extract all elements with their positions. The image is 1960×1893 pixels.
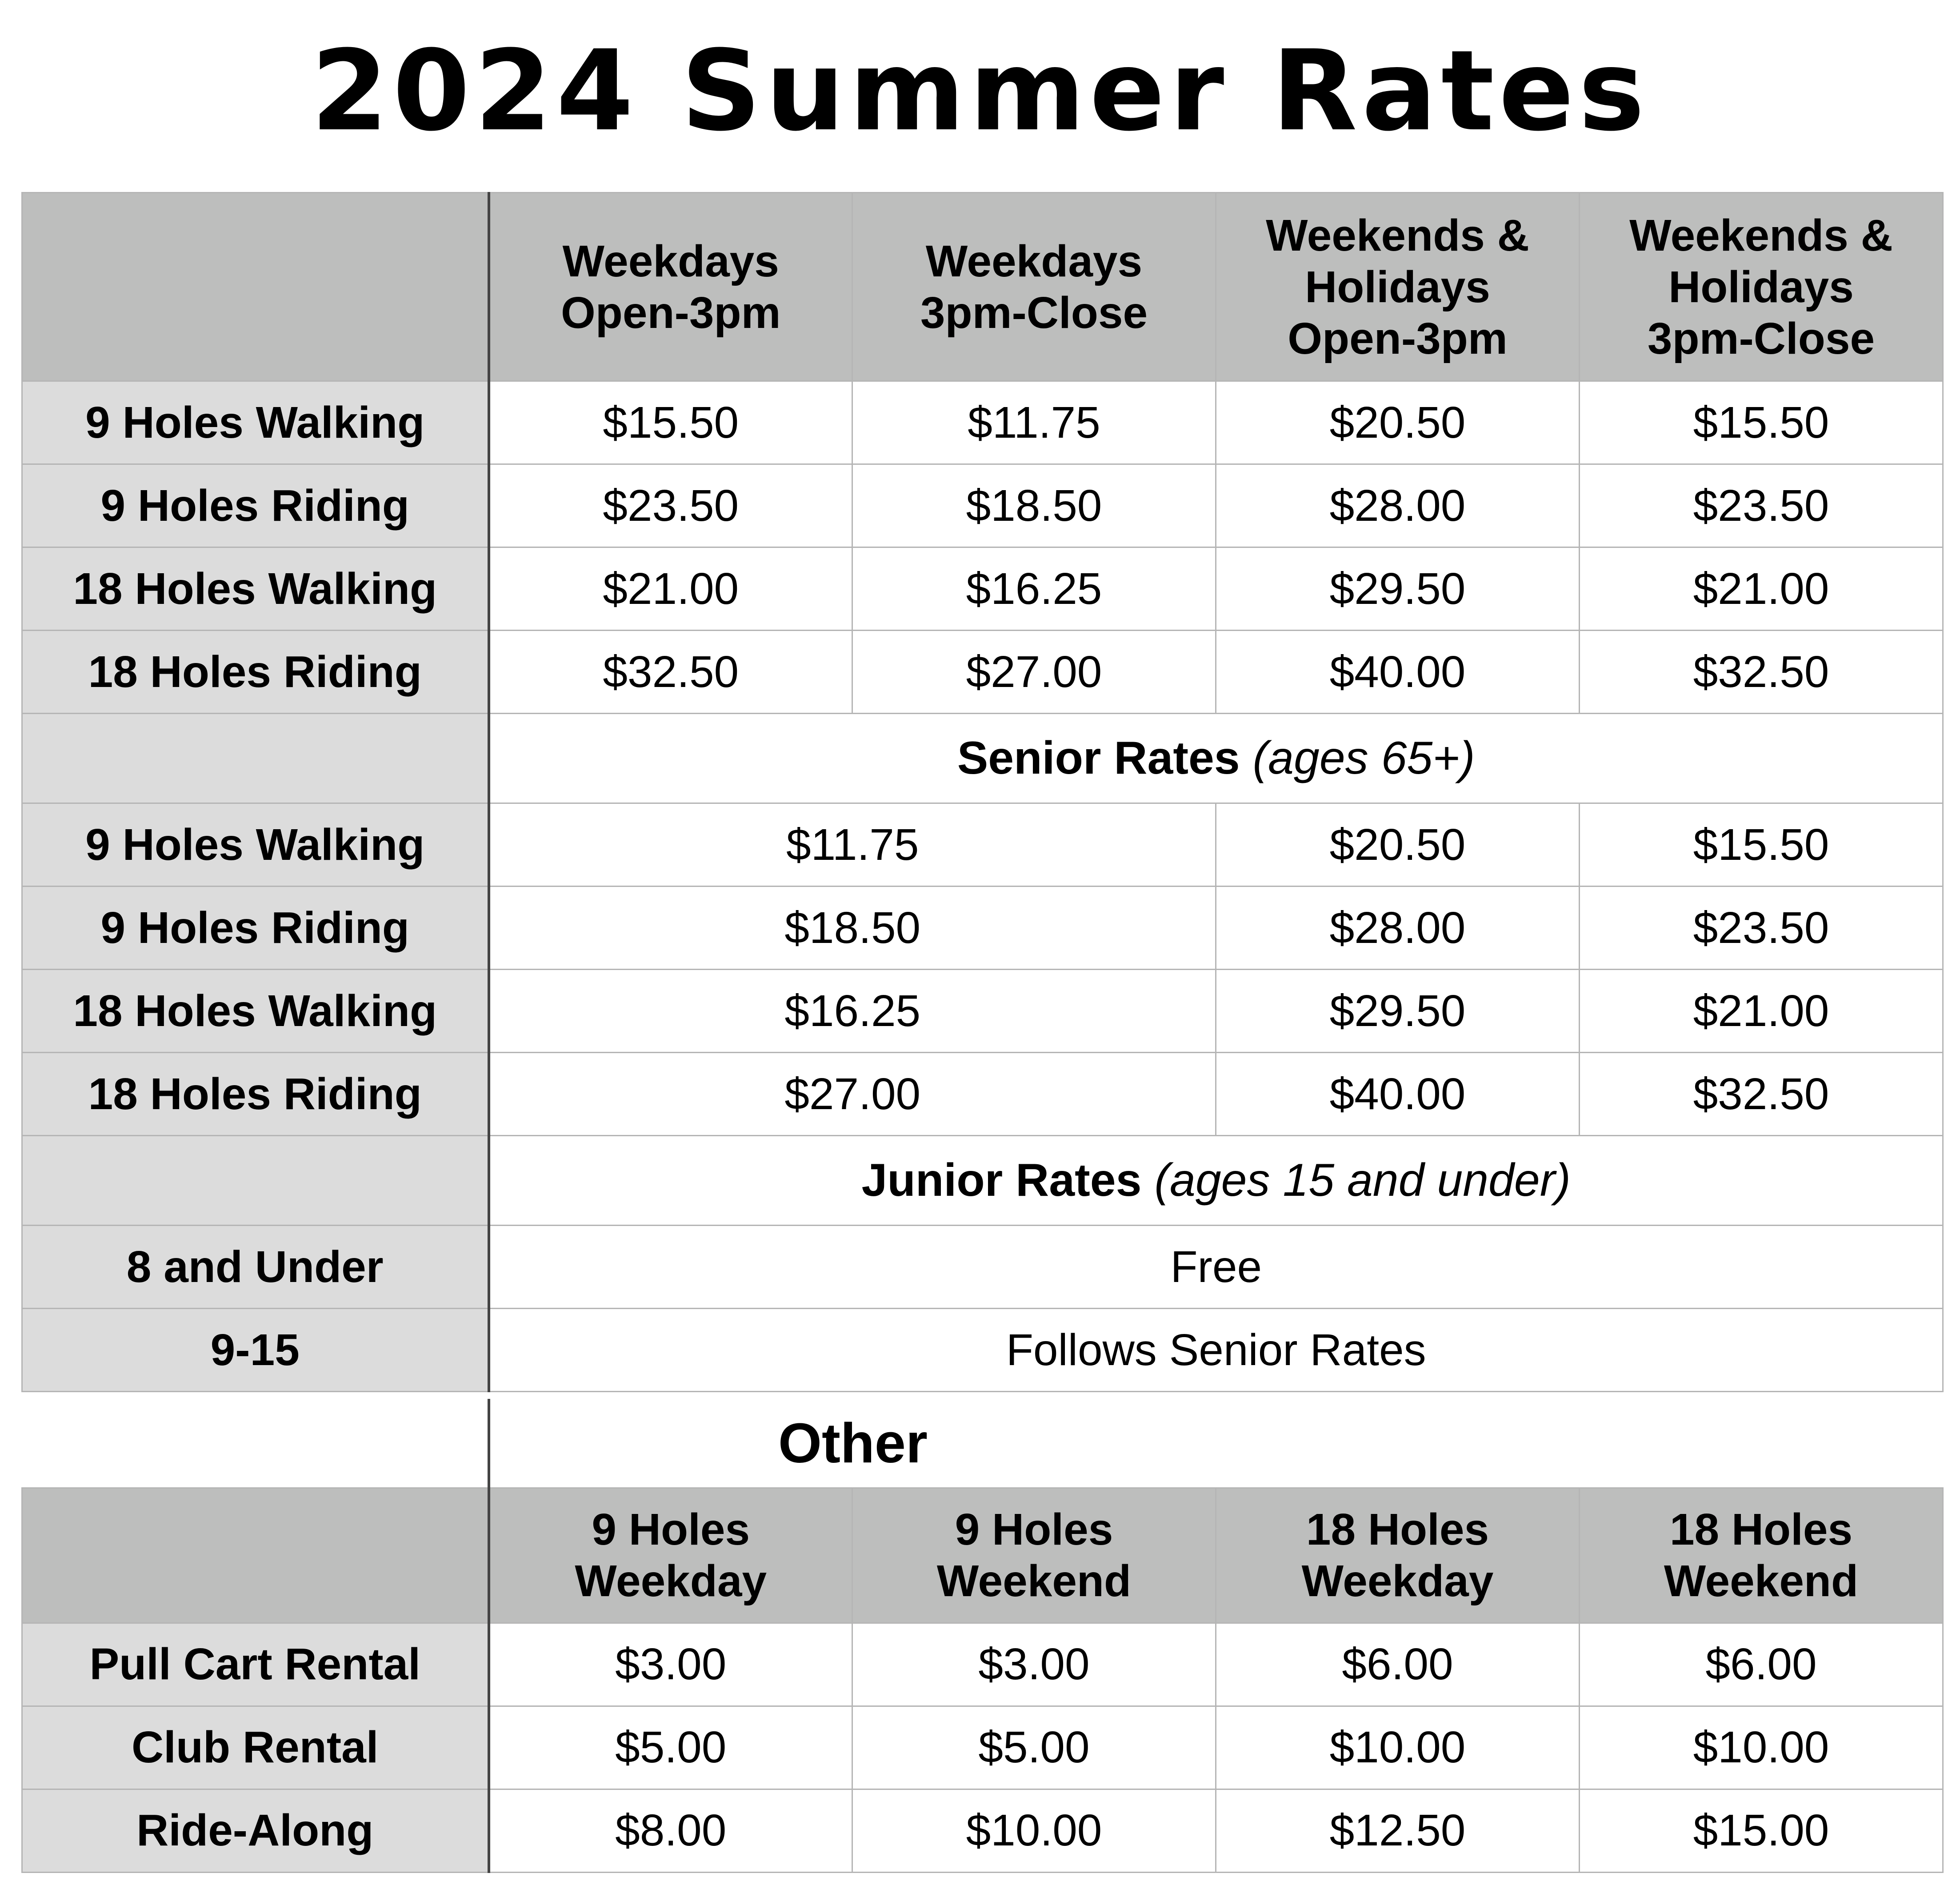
price-cell: $5.00 <box>852 1706 1216 1789</box>
header-line: Weekdays <box>925 236 1143 286</box>
table-row <box>22 464 1943 547</box>
junior-section-row <box>22 1136 1943 1226</box>
col-header-weekends-open <box>1216 193 1580 381</box>
table-row <box>22 381 1943 464</box>
section-title: Junior Rates <box>861 1154 1142 1206</box>
row-label-empty <box>22 714 489 803</box>
header-line: 18 Holes <box>1669 1505 1853 1554</box>
header-line: Weekends & <box>1266 210 1529 260</box>
header-line: Weekday <box>575 1556 767 1606</box>
price-cell: $28.00 <box>1216 464 1580 547</box>
price-cell: $15.50 <box>1580 803 1943 887</box>
row-label: 18 Holes Riding <box>22 631 489 714</box>
price-cell: $27.00 <box>852 631 1216 714</box>
table-row <box>22 631 1943 714</box>
price-cell: $32.50 <box>1580 1053 1943 1136</box>
price-cell: $15.50 <box>1580 381 1943 464</box>
table-row <box>22 803 1943 887</box>
price-cell: $29.50 <box>1216 547 1580 631</box>
spacer-cell <box>1216 1399 1943 1488</box>
price-cell: $23.50 <box>1580 464 1943 547</box>
price-cell: $28.00 <box>1216 887 1580 970</box>
col-header-weekdays-close <box>852 193 1216 381</box>
header-line: Open-3pm <box>561 288 781 338</box>
header-line: Open-3pm <box>1288 313 1508 363</box>
row-label: Ride-Along <box>22 1789 489 1872</box>
price-cell: Free <box>489 1226 1943 1309</box>
spacer-cell <box>22 1399 489 1488</box>
price-cell: $8.00 <box>489 1789 852 1872</box>
other-table <box>21 1399 1944 1873</box>
row-label: Pull Cart Rental <box>22 1623 489 1706</box>
price-cell: $3.00 <box>489 1623 852 1706</box>
price-cell: $29.50 <box>1216 970 1580 1053</box>
price-cell: $6.00 <box>1580 1623 1943 1706</box>
price-cell: $3.00 <box>852 1623 1216 1706</box>
price-cell: $5.00 <box>489 1706 852 1789</box>
row-label: 9 Holes Riding <box>22 464 489 547</box>
price-cell: $21.00 <box>1580 970 1943 1053</box>
section-title: Senior Rates <box>957 732 1240 784</box>
col-header-9-weekend <box>852 1488 1216 1623</box>
table-row <box>22 1309 1943 1392</box>
price-cell: $21.00 <box>489 547 852 631</box>
table-row <box>22 1623 1943 1706</box>
header-line: Weekday <box>1301 1556 1494 1606</box>
corner-cell <box>22 1488 489 1623</box>
price-cell: $15.00 <box>1580 1789 1943 1872</box>
price-cell: $18.50 <box>489 887 1216 970</box>
price-cell: $16.25 <box>852 547 1216 631</box>
senior-section-row <box>22 714 1943 803</box>
row-label: 18 Holes Walking <box>22 970 489 1053</box>
row-label-empty <box>22 1136 489 1226</box>
price-cell: $21.00 <box>1580 547 1943 631</box>
table-row <box>22 547 1943 631</box>
col-header-weekends-close <box>1580 193 1943 381</box>
col-header-9-weekday <box>489 1488 852 1623</box>
price-cell: $15.50 <box>489 381 852 464</box>
header-line: Weekends & <box>1629 210 1893 260</box>
header-line: Weekend <box>936 1556 1132 1606</box>
price-cell: $12.50 <box>1216 1789 1580 1872</box>
row-label: Club Rental <box>22 1706 489 1789</box>
header-line: Holidays <box>1305 262 1490 312</box>
rates-table <box>21 192 1944 1392</box>
price-cell: $40.00 <box>1216 1053 1580 1136</box>
section-note: (ages 65+) <box>1252 732 1475 784</box>
row-label: 9-15 <box>22 1309 489 1392</box>
senior-section-title <box>489 714 1943 803</box>
rates-header-row <box>22 193 1943 381</box>
price-cell: $32.50 <box>489 631 852 714</box>
price-cell: $23.50 <box>1580 887 1943 970</box>
price-cell: $16.25 <box>489 970 1216 1053</box>
price-cell: $6.00 <box>1216 1623 1580 1706</box>
header-line: 3pm-Close <box>1647 313 1875 363</box>
price-cell: $11.75 <box>489 803 1216 887</box>
corner-cell <box>22 193 489 381</box>
price-cell: $32.50 <box>1580 631 1943 714</box>
price-cell: $20.50 <box>1216 381 1580 464</box>
row-label: 9 Holes Walking <box>22 381 489 464</box>
header-line: 9 Holes <box>955 1505 1113 1554</box>
other-section-title: Other <box>489 1399 1216 1488</box>
row-label: 9 Holes Walking <box>22 803 489 887</box>
price-cell: $23.50 <box>489 464 852 547</box>
table-row <box>22 1053 1943 1136</box>
price-cell: $40.00 <box>1216 631 1580 714</box>
row-label: 9 Holes Riding <box>22 887 489 970</box>
price-cell: $10.00 <box>1580 1706 1943 1789</box>
header-line: 3pm-Close <box>920 288 1148 338</box>
header-line: 18 Holes <box>1306 1505 1489 1554</box>
price-cell: $11.75 <box>852 381 1216 464</box>
junior-section-title <box>489 1136 1943 1226</box>
row-label: 8 and Under <box>22 1226 489 1309</box>
col-header-18-weekend <box>1580 1488 1943 1623</box>
col-header-weekdays-open <box>489 193 852 381</box>
table-row <box>22 1706 1943 1789</box>
header-line: Holidays <box>1668 262 1854 312</box>
table-row <box>22 887 1943 970</box>
table-row <box>22 970 1943 1053</box>
price-cell: $20.50 <box>1216 803 1580 887</box>
price-cell: $10.00 <box>852 1789 1216 1872</box>
price-cell: $18.50 <box>852 464 1216 547</box>
header-line: Weekend <box>1664 1556 1859 1606</box>
col-header-18-weekday <box>1216 1488 1580 1623</box>
price-cell: $27.00 <box>489 1053 1216 1136</box>
other-header-row <box>22 1488 1943 1623</box>
header-line: Weekdays <box>562 236 779 286</box>
header-line: 9 Holes <box>592 1505 750 1554</box>
row-label: 18 Holes Walking <box>22 547 489 631</box>
row-label: 18 Holes Riding <box>22 1053 489 1136</box>
section-note: (ages 15 and under) <box>1154 1154 1571 1206</box>
price-cell: $10.00 <box>1216 1706 1580 1789</box>
table-row <box>22 1226 1943 1309</box>
page-title: 2024 Summer Rates <box>311 26 1649 156</box>
other-title-row <box>22 1399 1943 1488</box>
price-cell: Follows Senior Rates <box>489 1309 1943 1392</box>
table-row <box>22 1789 1943 1872</box>
